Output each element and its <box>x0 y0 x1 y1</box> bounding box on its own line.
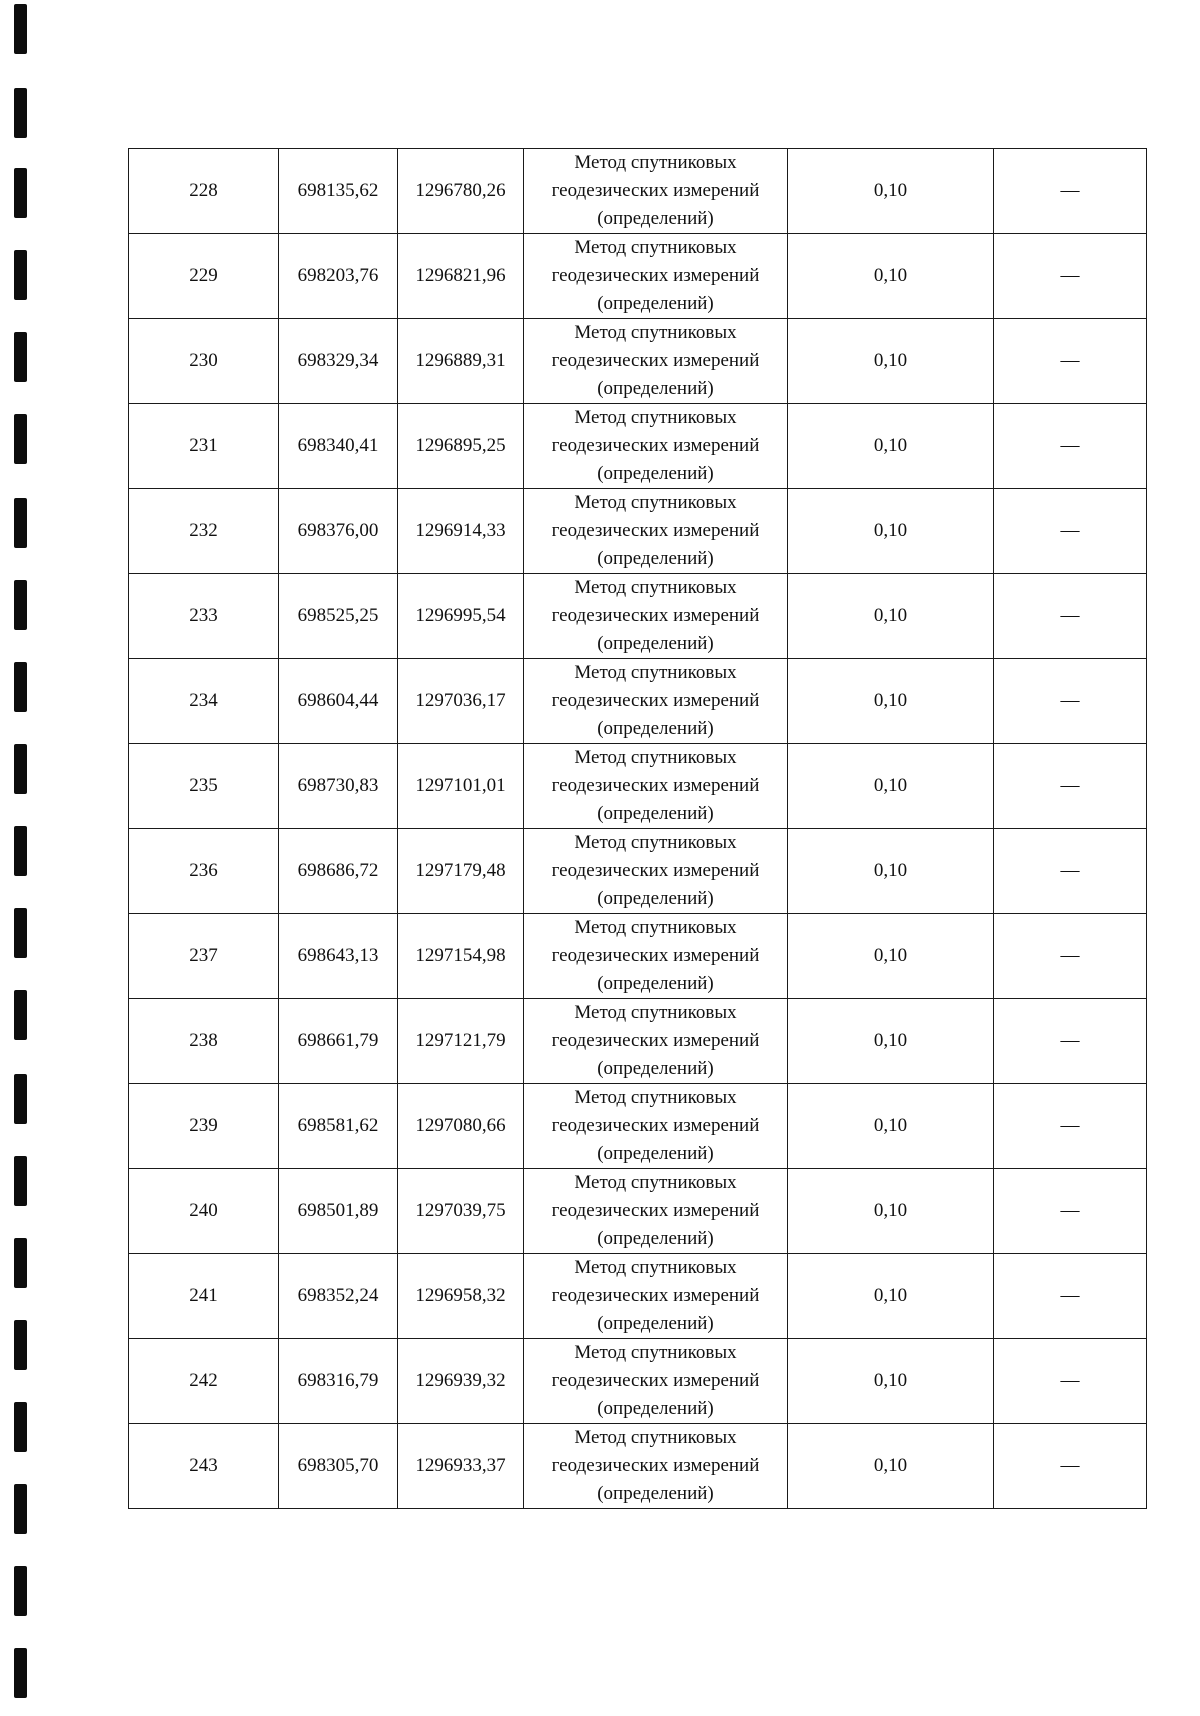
point-number-cell: 240 <box>129 1169 279 1254</box>
binder-mark <box>14 908 27 958</box>
table-row <box>129 574 1147 659</box>
x-coordinate-cell: 698501,89 <box>279 1169 398 1254</box>
x-coordinate-cell: 698352,24 <box>279 1254 398 1339</box>
binder-mark <box>14 1484 27 1534</box>
method-cell: Метод спутниковых геодезических измерений (определений) <box>524 659 788 744</box>
table-row <box>129 149 1147 234</box>
binder-mark <box>14 1238 27 1288</box>
point-number-cell: 235 <box>129 744 279 829</box>
point-number-cell: 230 <box>129 319 279 404</box>
note-cell: — <box>994 574 1147 659</box>
y-coordinate-cell: 1296958,32 <box>398 1254 524 1339</box>
binder-mark <box>14 1074 27 1124</box>
method-cell: Метод спутниковых геодезических измерений (определений) <box>524 829 788 914</box>
method-cell: Метод спутниковых геодезических измерений (определений) <box>524 319 788 404</box>
note-cell: — <box>994 744 1147 829</box>
table-row <box>129 659 1147 744</box>
x-coordinate-cell: 698686,72 <box>279 829 398 914</box>
point-number-cell: 237 <box>129 914 279 999</box>
coordinates-table <box>128 148 1147 1509</box>
accuracy-cell: 0,10 <box>788 1339 994 1424</box>
method-cell: Метод спутниковых геодезических измерений (определений) <box>524 489 788 574</box>
note-cell: — <box>994 404 1147 489</box>
note-cell: — <box>994 1084 1147 1169</box>
table-row <box>129 319 1147 404</box>
method-cell: Метод спутниковых геодезических измерений (определений) <box>524 149 788 234</box>
binder-mark <box>14 1648 27 1698</box>
binder-mark <box>14 1156 27 1206</box>
table-row <box>129 404 1147 489</box>
point-number-cell: 233 <box>129 574 279 659</box>
x-coordinate-cell: 698203,76 <box>279 234 398 319</box>
y-coordinate-cell: 1297179,48 <box>398 829 524 914</box>
point-number-cell: 228 <box>129 149 279 234</box>
binder-mark <box>14 1320 27 1370</box>
accuracy-cell: 0,10 <box>788 999 994 1084</box>
note-cell: — <box>994 1339 1147 1424</box>
y-coordinate-cell: 1296914,33 <box>398 489 524 574</box>
table-row <box>129 744 1147 829</box>
note-cell: — <box>994 319 1147 404</box>
note-cell: — <box>994 999 1147 1084</box>
method-cell: Метод спутниковых геодезических измерений (определений) <box>524 1084 788 1169</box>
y-coordinate-cell: 1296821,96 <box>398 234 524 319</box>
accuracy-cell: 0,10 <box>788 914 994 999</box>
table-row <box>129 1424 1147 1509</box>
method-cell: Метод спутниковых геодезических измерений (определений) <box>524 744 788 829</box>
point-number-cell: 232 <box>129 489 279 574</box>
accuracy-cell: 0,10 <box>788 404 994 489</box>
point-number-cell: 241 <box>129 1254 279 1339</box>
note-cell: — <box>994 234 1147 319</box>
method-cell: Метод спутниковых геодезических измерений (определений) <box>524 404 788 489</box>
accuracy-cell: 0,10 <box>788 744 994 829</box>
y-coordinate-cell: 1297036,17 <box>398 659 524 744</box>
y-coordinate-cell: 1296995,54 <box>398 574 524 659</box>
point-number-cell: 234 <box>129 659 279 744</box>
y-coordinate-cell: 1296889,31 <box>398 319 524 404</box>
point-number-cell: 238 <box>129 999 279 1084</box>
note-cell: — <box>994 1169 1147 1254</box>
binder-mark <box>14 1402 27 1452</box>
x-coordinate-cell: 698329,34 <box>279 319 398 404</box>
point-number-cell: 231 <box>129 404 279 489</box>
note-cell: — <box>994 659 1147 744</box>
x-coordinate-cell: 698730,83 <box>279 744 398 829</box>
binder-mark <box>14 414 27 464</box>
method-cell: Метод спутниковых геодезических измерений (определений) <box>524 1424 788 1509</box>
table-row <box>129 1169 1147 1254</box>
y-coordinate-cell: 1296933,37 <box>398 1424 524 1509</box>
x-coordinate-cell: 698316,79 <box>279 1339 398 1424</box>
accuracy-cell: 0,10 <box>788 1424 994 1509</box>
method-cell: Метод спутниковых геодезических измерений (определений) <box>524 914 788 999</box>
method-cell: Метод спутниковых геодезических измерений (определений) <box>524 1339 788 1424</box>
method-cell: Метод спутниковых геодезических измерений (определений) <box>524 999 788 1084</box>
table-row <box>129 914 1147 999</box>
table-row <box>129 829 1147 914</box>
accuracy-cell: 0,10 <box>788 659 994 744</box>
y-coordinate-cell: 1296780,26 <box>398 149 524 234</box>
table-row <box>129 1084 1147 1169</box>
y-coordinate-cell: 1296939,32 <box>398 1339 524 1424</box>
binder-mark <box>14 1566 27 1616</box>
table-row <box>129 1254 1147 1339</box>
table-row <box>129 1339 1147 1424</box>
x-coordinate-cell: 698643,13 <box>279 914 398 999</box>
binder-mark <box>14 168 27 218</box>
point-number-cell: 236 <box>129 829 279 914</box>
point-number-cell: 242 <box>129 1339 279 1424</box>
binder-mark <box>14 580 27 630</box>
note-cell: — <box>994 1254 1147 1339</box>
y-coordinate-cell: 1297154,98 <box>398 914 524 999</box>
note-cell: — <box>994 489 1147 574</box>
method-cell: Метод спутниковых геодезических измерений (определений) <box>524 1254 788 1339</box>
x-coordinate-cell: 698525,25 <box>279 574 398 659</box>
method-cell: Метод спутниковых геодезических измерений (определений) <box>524 574 788 659</box>
accuracy-cell: 0,10 <box>788 829 994 914</box>
note-cell: — <box>994 914 1147 999</box>
accuracy-cell: 0,10 <box>788 319 994 404</box>
point-number-cell: 243 <box>129 1424 279 1509</box>
x-coordinate-cell: 698135,62 <box>279 149 398 234</box>
x-coordinate-cell: 698340,41 <box>279 404 398 489</box>
binder-mark <box>14 332 27 382</box>
y-coordinate-cell: 1297080,66 <box>398 1084 524 1169</box>
method-cell: Метод спутниковых геодезических измерений (определений) <box>524 1169 788 1254</box>
accuracy-cell: 0,10 <box>788 1254 994 1339</box>
binder-mark <box>14 88 27 138</box>
accuracy-cell: 0,10 <box>788 234 994 319</box>
x-coordinate-cell: 698604,44 <box>279 659 398 744</box>
binder-mark <box>14 826 27 876</box>
binder-mark <box>14 4 27 54</box>
binder-mark <box>14 498 27 548</box>
point-number-cell: 229 <box>129 234 279 319</box>
accuracy-cell: 0,10 <box>788 149 994 234</box>
x-coordinate-cell: 698376,00 <box>279 489 398 574</box>
y-coordinate-cell: 1297101,01 <box>398 744 524 829</box>
table-row <box>129 999 1147 1084</box>
x-coordinate-cell: 698661,79 <box>279 999 398 1084</box>
method-cell: Метод спутниковых геодезических измерений (определений) <box>524 234 788 319</box>
y-coordinate-cell: 1297039,75 <box>398 1169 524 1254</box>
x-coordinate-cell: 698581,62 <box>279 1084 398 1169</box>
accuracy-cell: 0,10 <box>788 1169 994 1254</box>
note-cell: — <box>994 1424 1147 1509</box>
table-row <box>129 489 1147 574</box>
table-row <box>129 234 1147 319</box>
note-cell: — <box>994 149 1147 234</box>
point-number-cell: 239 <box>129 1084 279 1169</box>
binder-mark <box>14 662 27 712</box>
accuracy-cell: 0,10 <box>788 574 994 659</box>
x-coordinate-cell: 698305,70 <box>279 1424 398 1509</box>
y-coordinate-cell: 1297121,79 <box>398 999 524 1084</box>
note-cell: — <box>994 829 1147 914</box>
y-coordinate-cell: 1296895,25 <box>398 404 524 489</box>
binder-mark <box>14 250 27 300</box>
binder-strip <box>14 0 30 1716</box>
binder-mark <box>14 990 27 1040</box>
accuracy-cell: 0,10 <box>788 489 994 574</box>
binder-mark <box>14 744 27 794</box>
accuracy-cell: 0,10 <box>788 1084 994 1169</box>
